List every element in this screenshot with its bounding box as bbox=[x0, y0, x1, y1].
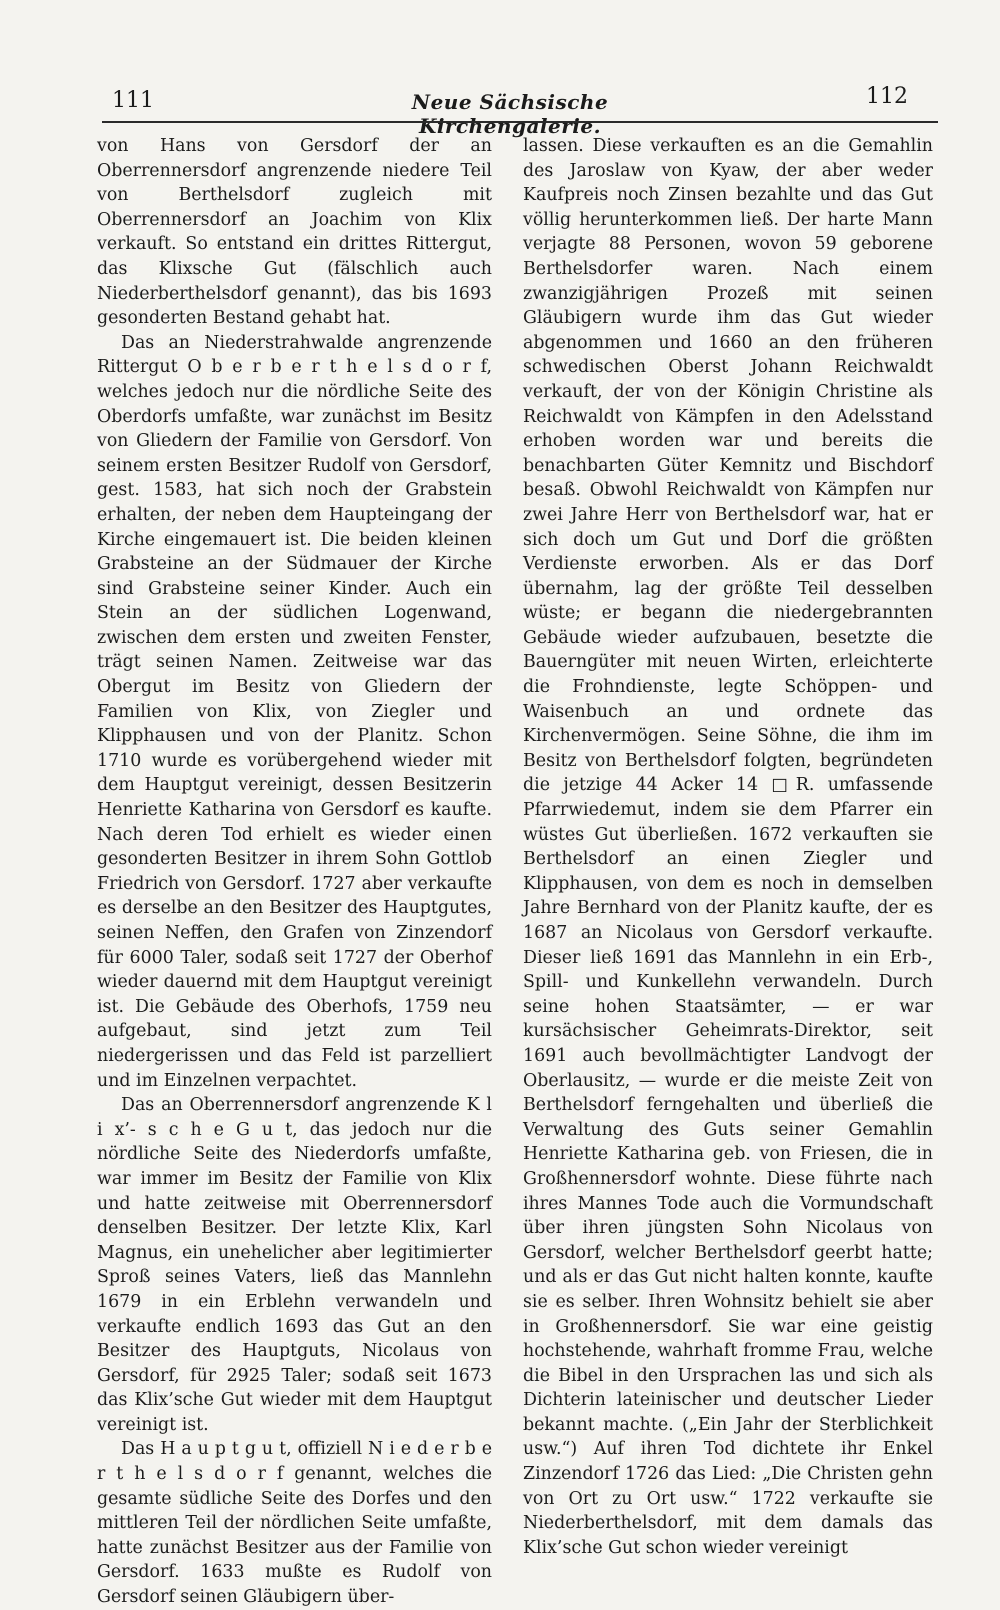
running-title: Neue Sächsische Kirchengalerie. bbox=[411, 90, 609, 138]
paragraph: von Hans von Gersdorf der an Oberrennersdorf angrenzende niedere Teil von Berthelsdorf zugleich mit Oberrennersdorf an Joachim von Klix verkauft. So entstand ein drittes Rittergut, das Klixsche Gut (fälschlich auch Niederberthelsdorf genannt), das bis 1693 gesonderten Bestand gehabt hat. bbox=[97, 136, 492, 329]
page-number-right: 112 bbox=[866, 84, 908, 109]
page-number-left: 111 bbox=[112, 88, 154, 113]
paragraph: lassen. Diese verkauften es an die Gemahlin des Jaroslaw von Kyaw, der aber weder Kaufpreis noch Zinsen bezahlte und das Gut völlig herunterkommen ließ. Der harte Mann verjagte 88 Personen, wovon 59 geborene Berthelsdorfer waren. Nach einem zwanzigjährigen Prozeß mit seinen Gläubigern wurde ihm das Gut wieder abgenommen und 1660 an den früheren schwedischen Oberst Johann Reichwaldt verkauft, der von der Königin Christine als Reichwaldt von Kämpfen in den Adelsstand erhoben worden war und bereits die benachbarten Güter Kemnitz und Bischdorf besaß. Obwohl Reichwaldt von Kämpfen nur zwei Jahre Herr von Berthelsdorf war, hat er sich doch um Gut und Dorf die größten Verdienste erworben. Als er das Dorf übernahm, lag der größte Teil desselben wüste; er begann die niedergebrannten Gebäude wieder aufzubauen, besetzte die Bauerngüter mit neuen Wirten, erleichterte die Frohndienste, legte Schöppen- und Waisenbuch an und ordnete das Kirchenvermögen. Seine Söhne, die ihm im Besitz von Berthelsdorf folgten, begründeten die jetzige 44 Acker 14 □R. umfassende Pfarrwiedemut, indem sie dem Pfarrer ein wüstes Gut überließen. 1672 verkauften sie Berthelsdorf an einen Ziegler und Klipphausen, von dem es noch in demselben Jahre Bernhard von der Planitz kaufte, der es 1687 an Nicolaus von Gersdorf verkaufte. Dieser ließ 1691 das Mannlehn in ein Erb-, Spill- und Kunkellehn verwandeln. Durch seine hohen Staatsämter, — er war kursächsischer Geheimrats-Direktor, seit 1691 auch bevollmächtigter Landvogt der Oberlausitz, — wurde er die meiste Zeit von Berthelsdorf ferngehalten und überließ die Verwaltung des Guts seiner Gemahlin Henriette Katharina geb. von Friesen, die in Großhennersdorf wohnte. Diese führte nach ihres Mannes Tode auch die Vormundschaft über ihren jüngsten Sohn Nicolaus von Gersdorf, welcher Berthelsdorf geerbt hatte; und als er das Gut nicht halten konnte, kaufte sie es selber. Ihren Wohnsitz behielt sie aber in Großhennersdorf. Sie war eine geistig hochstehende, wahrhaft fromme Frau, welche die Bibel in den Ursprachen las und sich als Dichterin lateinischer und deutscher Lieder bekannt machte. („Ein Jahr der Sterblichkeit usw.“) Auf ihren Tod dichtete ihr Enkel Zinzendorf 1726 das Lied: „Die Christen gehn von Ort zu Ort usw.“ 1722 verkaufte sie Niederberthelsdorf, mit dem damals das Klix’sche Gut schon wieder vereinigt bbox=[523, 136, 933, 1558]
paragraph: Das H a u p t g u t, offiziell N i e d e r b e r t h e l s d o r f genannt, welches die gesamte südliche Seite des Dorfes und den mittleren Teil der nördlichen Seite umfaßte, hatte zunächst Besitzer aus der Familie von Gersdorf. 1633 mußte es Rudolf von Gersdorf seinen Gläubigern über- bbox=[97, 1439, 492, 1608]
paragraph: Das an Niederstrahwalde angrenzende Rittergut O b e r b e r t h e l s d o r f, welches jedoch nur die nördliche Seite des Oberdorfs umfaßte, war zunächst im Besitz von Gliedern der Familie von Gersdorf. Von seinem ersten Besitzer Rudolf von Gersdorf, gest. 1583, hat sich noch der Grabstein erhalten, der neben dem Haupteingang der Kirche eingemauert ist. Die beiden kleinen Grabsteine an der Südmauer der Kirche sind Grabsteine seiner Kinder. Auch ein Stein an der südlichen Logenwand, zwischen dem ersten und zweiten Fenster, trägt seinen Namen. Zeitweise war das Obergut im Besitz von Gliedern der Familien von Klix, von Ziegler und Klipphausen und von der Planitz. Schon 1710 wurde es vorübergehend wieder mit dem Hauptgut vereinigt, dessen Besitzerin Henriette Katharina von Gersdorf es kaufte. Nach deren Tod erhielt es wieder einen gesonderten Besitzer in ihrem Sohn Gottlob Friedrich von Gersdorf. 1727 aber verkaufte es derselbe an den Besitzer des Hauptgutes, seinen Neffen, den Grafen von Zinzendorf für 6000 Taler, sodaß seit 1727 der Oberhof wieder dauernd mit dem Hauptgut vereinigt ist. Die Gebäude des Oberhofs, 1759 neu aufgebaut, sind jetzt zum Teil niedergerissen und das Feld ist parzelliert und im Einzelnen verpachtet. bbox=[97, 332, 492, 1091]
left-column bbox=[97, 134, 492, 1608]
right-column bbox=[523, 134, 933, 1558]
paragraph: Das an Oberrennersdorf angrenzende K l i x’- s c h e G u t, das jedoch nur die nördliche Seite des Niederdorfs umfaßte, war immer im Besitz der Familie von Klix und hatte zeitweise mit Oberrennersdorf denselben Besitzer. Der letzte Klix, Karl Magnus, ein unehelicher aber legitimierter Sproß seines Vaters, ließ das Mannlehn 1679 in ein Erblehn verwandeln und verkaufte endlich 1693 das Gut an den Besitzer des Hauptguts, Nicolaus von Gersdorf, für 2925 Taler; sodaß seit 1673 das Klix’sche Gut wieder mit dem Hauptgut vereinigt ist. bbox=[97, 1095, 492, 1435]
running-header bbox=[0, 84, 1000, 138]
header-rule bbox=[102, 121, 938, 123]
